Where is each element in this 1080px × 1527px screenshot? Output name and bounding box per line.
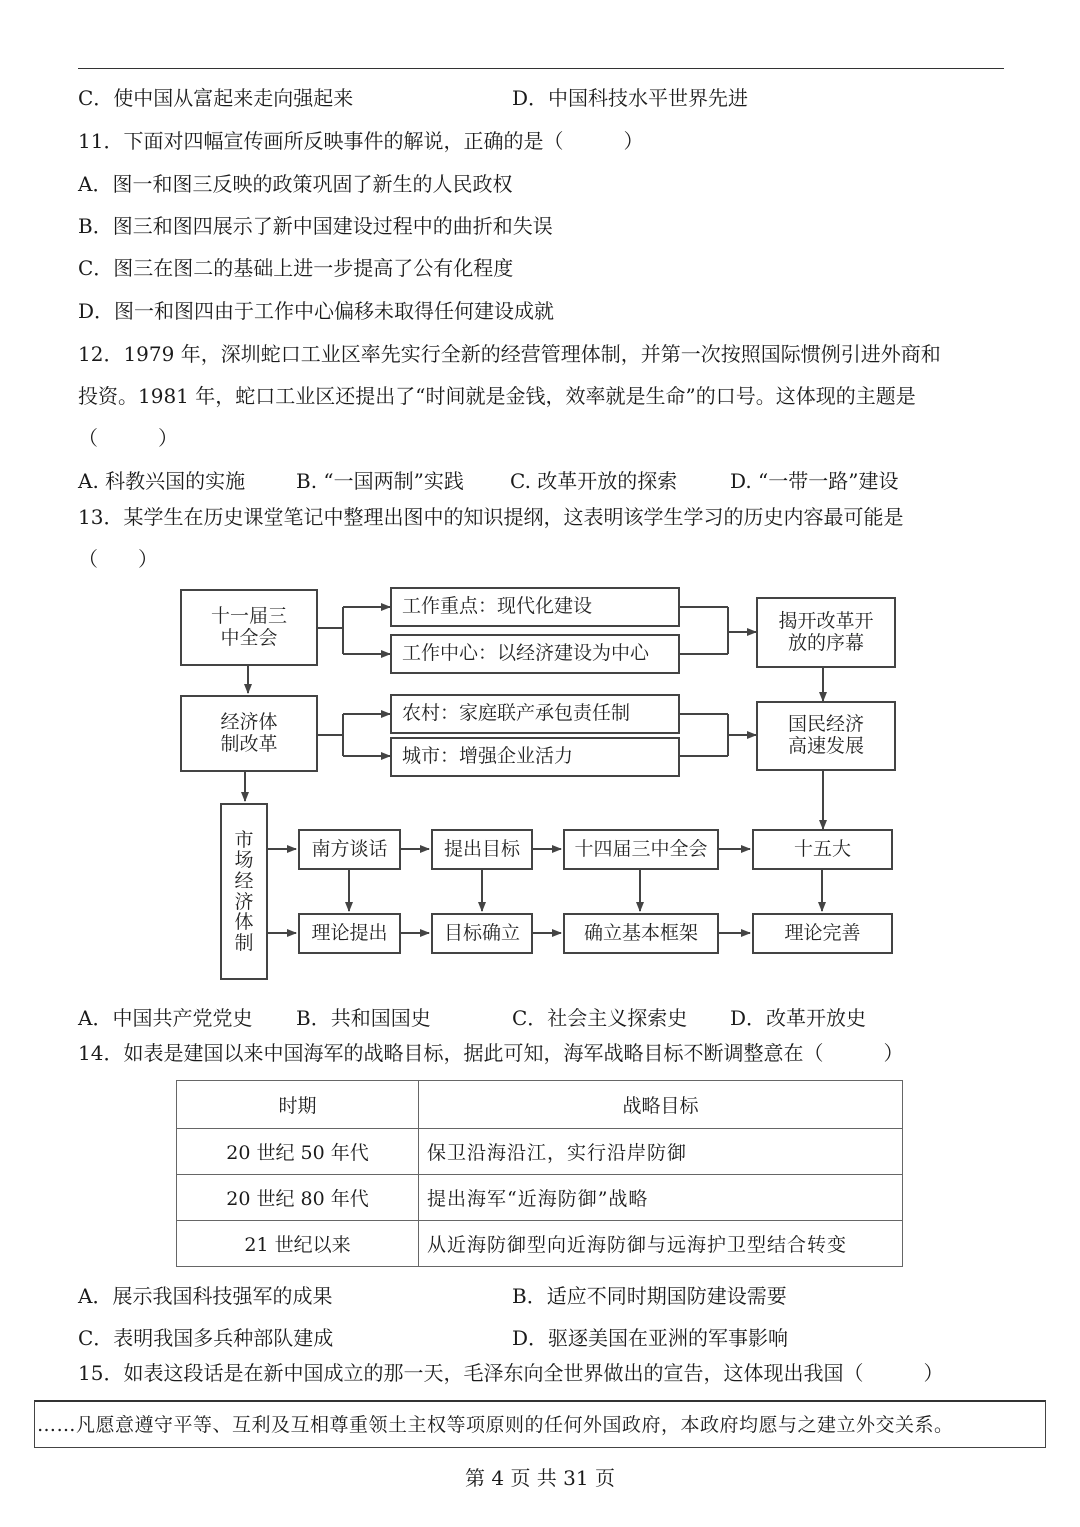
- flow-box-theory-perfected: 理论完善: [752, 913, 893, 954]
- table-cell-goal: 提出海军“近海防御”战略: [419, 1175, 903, 1221]
- flow-box-reform-prelude: 揭开改革开放的序幕: [756, 597, 896, 668]
- flow-box-congress-15: 十五大: [752, 829, 893, 870]
- q14-option-a: A．展示我国科技强军的成果: [78, 1284, 333, 1308]
- q13-option-b: B．共和国国史: [296, 1006, 431, 1030]
- q12-stem-line3: （ ）: [78, 426, 178, 450]
- q15-stem: 15．如表这段话是在新中国成立的那一天，毛泽东向全世界做出的宣告，这体现出我国（ ）: [78, 1361, 944, 1385]
- navy-strategy-table: [176, 1080, 903, 1267]
- q12-option-c: C. 改革开放的探索: [510, 469, 678, 493]
- flow-box-basic-framework: 确立基本框架: [563, 913, 719, 954]
- q15-quote-box: ……凡愿意遵守平等、互利及互相尊重领土主权等项原则的任何外国政府，本政府均愿与之建立外交关系。: [34, 1400, 1046, 1448]
- q11-option-a: A．图一和图三反映的政策巩固了新生的人民政权: [78, 172, 513, 196]
- flow-box-market-economy: 市场经济体制: [220, 803, 268, 980]
- q11-option-d: D．图一和图四由于工作中心偏移未取得任何建设成就: [78, 299, 555, 323]
- flow-box-theory-proposed: 理论提出: [298, 913, 401, 954]
- q11-stem: 11．下面对四幅宣传画所反映事件的解说，正确的是（ ）: [78, 129, 644, 153]
- header-rule: [78, 68, 1004, 69]
- flow-box-rural: 农村：家庭联产承包责任制: [390, 694, 680, 734]
- q12-stem-line2: 投资。1981 年，蛇口工业区还提出了“时间就是金钱，效率就是生命”的口号。这体现的主题是: [78, 384, 916, 408]
- table-cell-goal: 保卫沿海沿江，实行沿岸防御: [419, 1129, 903, 1175]
- flow-box-work-center: 工作中心：以经济建设为中心: [390, 634, 680, 674]
- flow-box-propose-goal: 提出目标: [431, 829, 533, 870]
- table-header-cell: 时期: [177, 1081, 419, 1129]
- table-header-row: [177, 1081, 903, 1129]
- q12-option-a: A. 科教兴国的实施: [78, 469, 246, 493]
- table-row: [177, 1221, 903, 1267]
- q14-option-d: D．驱逐美国在亚洲的军事影响: [512, 1326, 789, 1350]
- flow-box-rapid-growth: 国民经济高速发展: [756, 701, 896, 771]
- q13-stem-line2: （ ）: [78, 547, 158, 571]
- flow-box-urban: 城市：增强企业活力: [390, 737, 680, 777]
- table-cell-goal: 从近海防御型向近海防御与远海护卫型结合转变: [419, 1221, 903, 1267]
- q13-option-a: A．中国共产党党史: [78, 1006, 253, 1030]
- table-cell-period: 20 世纪 50 年代: [177, 1129, 419, 1175]
- q10-option-c: C．使中国从富起来走向强起来: [78, 86, 354, 110]
- q13-option-c: C．社会主义探索史: [512, 1006, 688, 1030]
- flow-box-plenum-14-3: 十四届三中全会: [563, 829, 719, 870]
- flow-box-work-focus: 工作重点：现代化建设: [390, 587, 680, 627]
- q13-stem-line1: 13．某学生在历史课堂笔记中整理出图中的知识提纲，这表明该学生学习的历史内容最可能是: [78, 505, 904, 529]
- flow-box-goal-established: 目标确立: [431, 913, 533, 954]
- table-header-cell: 战略目标: [419, 1081, 903, 1129]
- q13-option-d: D．改革开放史: [730, 1006, 867, 1030]
- q14-option-b: B．适应不同时期国防建设需要: [512, 1284, 787, 1308]
- q12-option-b: B. “一国两制”实践: [296, 469, 464, 493]
- table-row: [177, 1175, 903, 1221]
- q12-option-d: D. “一带一路”建设: [730, 469, 899, 493]
- q14-option-c: C．表明我国多兵种部队建成: [78, 1326, 334, 1350]
- q11-option-b: B．图三和图四展示了新中国建设过程中的曲折和失误: [78, 214, 553, 238]
- table-cell-period: 21 世纪以来: [177, 1221, 419, 1267]
- q12-stem-line1: 12．1979 年，深圳蛇口工业区率先实行全新的经营管理体制，并第一次按照国际惯例引进外商和: [78, 342, 941, 366]
- table-cell-period: 20 世纪 80 年代: [177, 1175, 419, 1221]
- page-footer: 第 4 页 共 31 页: [465, 1466, 615, 1490]
- table-row: [177, 1129, 903, 1175]
- flow-box-economic-reform: 经济体制改革: [180, 695, 318, 772]
- q11-option-c: C．图三在图二的基础上进一步提高了公有化程度: [78, 256, 514, 280]
- flow-box-plenum-11-3: 十一届三中全会: [180, 589, 318, 666]
- q10-option-d: D．中国科技水平世界先进: [512, 86, 749, 110]
- flow-box-south-talks: 南方谈话: [298, 829, 401, 870]
- q14-stem: 14．如表是建国以来中国海军的战略目标，据此可知，海军战略目标不断调整意在（ ）: [78, 1041, 904, 1065]
